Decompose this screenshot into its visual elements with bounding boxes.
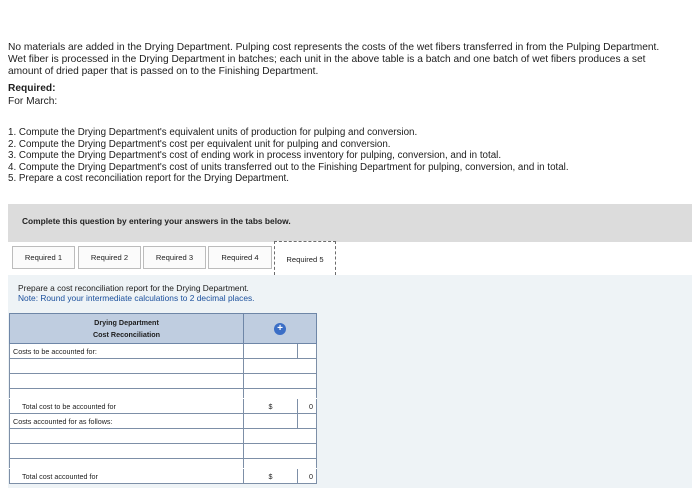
amount-input[interactable] xyxy=(244,359,317,374)
spacer-cell xyxy=(244,459,317,469)
cost-reconciliation-table xyxy=(9,313,317,484)
total-to-account-label: Total cost to be accounted for xyxy=(10,399,244,414)
input-row xyxy=(10,429,317,444)
input-row xyxy=(10,374,317,389)
requirement-item: 2. Compute the Drying Department's cost per equivalent unit for pulping and conversion. xyxy=(8,138,391,150)
report-title xyxy=(10,314,244,344)
label-input[interactable] xyxy=(10,374,244,389)
tab-required-4[interactable]: Required 4 xyxy=(208,246,272,269)
total-accounted-value: 0 xyxy=(298,469,317,484)
for-march-label: For March: xyxy=(8,96,58,107)
label-input[interactable] xyxy=(10,359,244,374)
amount-cell xyxy=(244,414,298,429)
spacer-cell xyxy=(244,389,317,399)
add-row-plus-icon[interactable]: + xyxy=(274,323,286,335)
total-accounted-label: Total cost accounted for xyxy=(10,469,244,484)
costs-to-account-row xyxy=(10,344,317,359)
costs-accounted-label: Costs accounted for as follows: xyxy=(10,414,244,429)
tab-required-3[interactable]: Required 3 xyxy=(143,246,206,269)
spacer-cell xyxy=(10,389,244,399)
report-title-line2: Cost Reconciliation xyxy=(92,329,161,339)
label-input[interactable] xyxy=(10,429,244,444)
requirement-item: 5. Prepare a cost reconciliation report for the Drying Department. xyxy=(8,173,289,185)
instruction-text: Complete this question by entering your answers in the tabs below. xyxy=(22,216,291,226)
total-to-account-row xyxy=(10,399,317,414)
prompt-block xyxy=(18,283,255,304)
prompt-text: Prepare a cost reconciliation report for the Drying Department. xyxy=(18,283,249,293)
input-row xyxy=(10,444,317,459)
costs-accounted-row xyxy=(10,414,317,429)
report-header-row xyxy=(10,314,317,344)
total-accounted-row xyxy=(10,469,317,484)
amount-cell xyxy=(298,344,317,359)
report-title-line1: Drying Department xyxy=(94,317,159,327)
instruction-band xyxy=(8,204,692,242)
label-input[interactable] xyxy=(10,444,244,459)
requirement-item: 4. Compute the Drying Department's cost of units transferred out to the Finishing Department for pulping, conversion, and in total. xyxy=(8,161,569,173)
tab-required-5[interactable]: Required 5 xyxy=(274,241,336,275)
add-column-cell xyxy=(244,314,317,344)
requirement-item: 3. Compute the Drying Department's cost of ending work in process inventory for pulping, conversion, and in total. xyxy=(8,150,502,162)
amount-cell xyxy=(244,344,298,359)
requirements-list xyxy=(8,127,569,185)
requirement-item: 1. Compute the Drying Department's equivalent units of production for pulping and conversion. xyxy=(8,127,418,138)
total-accounted-currency: $ xyxy=(244,469,298,484)
input-row xyxy=(10,359,317,374)
amount-cell xyxy=(298,414,317,429)
spacer-row xyxy=(10,389,317,399)
required-heading: Required: xyxy=(8,83,56,94)
amount-input[interactable] xyxy=(244,429,317,444)
total-to-account-value: 0 xyxy=(298,399,317,414)
intro-paragraph: No materials are added in the Drying Department. Pulping cost represents the costs of the wet fibers transferred in from the Pulping Department. Wet fiber is processed in the Drying Department in batches; each unit in the above table is a batch and one batch of wet fibers produces a set amount of dried paper that is passed on to the Finishing Department. xyxy=(8,42,660,78)
amount-input[interactable] xyxy=(244,374,317,389)
tab-bar xyxy=(8,241,692,275)
tab-required-2[interactable]: Required 2 xyxy=(78,246,141,269)
spacer-row xyxy=(10,459,317,469)
spacer-cell xyxy=(10,459,244,469)
rounding-note: Note: Round your intermediate calculations to 2 decimal places. xyxy=(18,293,255,304)
costs-to-account-label: Costs to be accounted for: xyxy=(10,344,244,359)
amount-input[interactable] xyxy=(244,444,317,459)
tab-required-1[interactable]: Required 1 xyxy=(12,246,75,269)
total-to-account-currency: $ xyxy=(244,399,298,414)
